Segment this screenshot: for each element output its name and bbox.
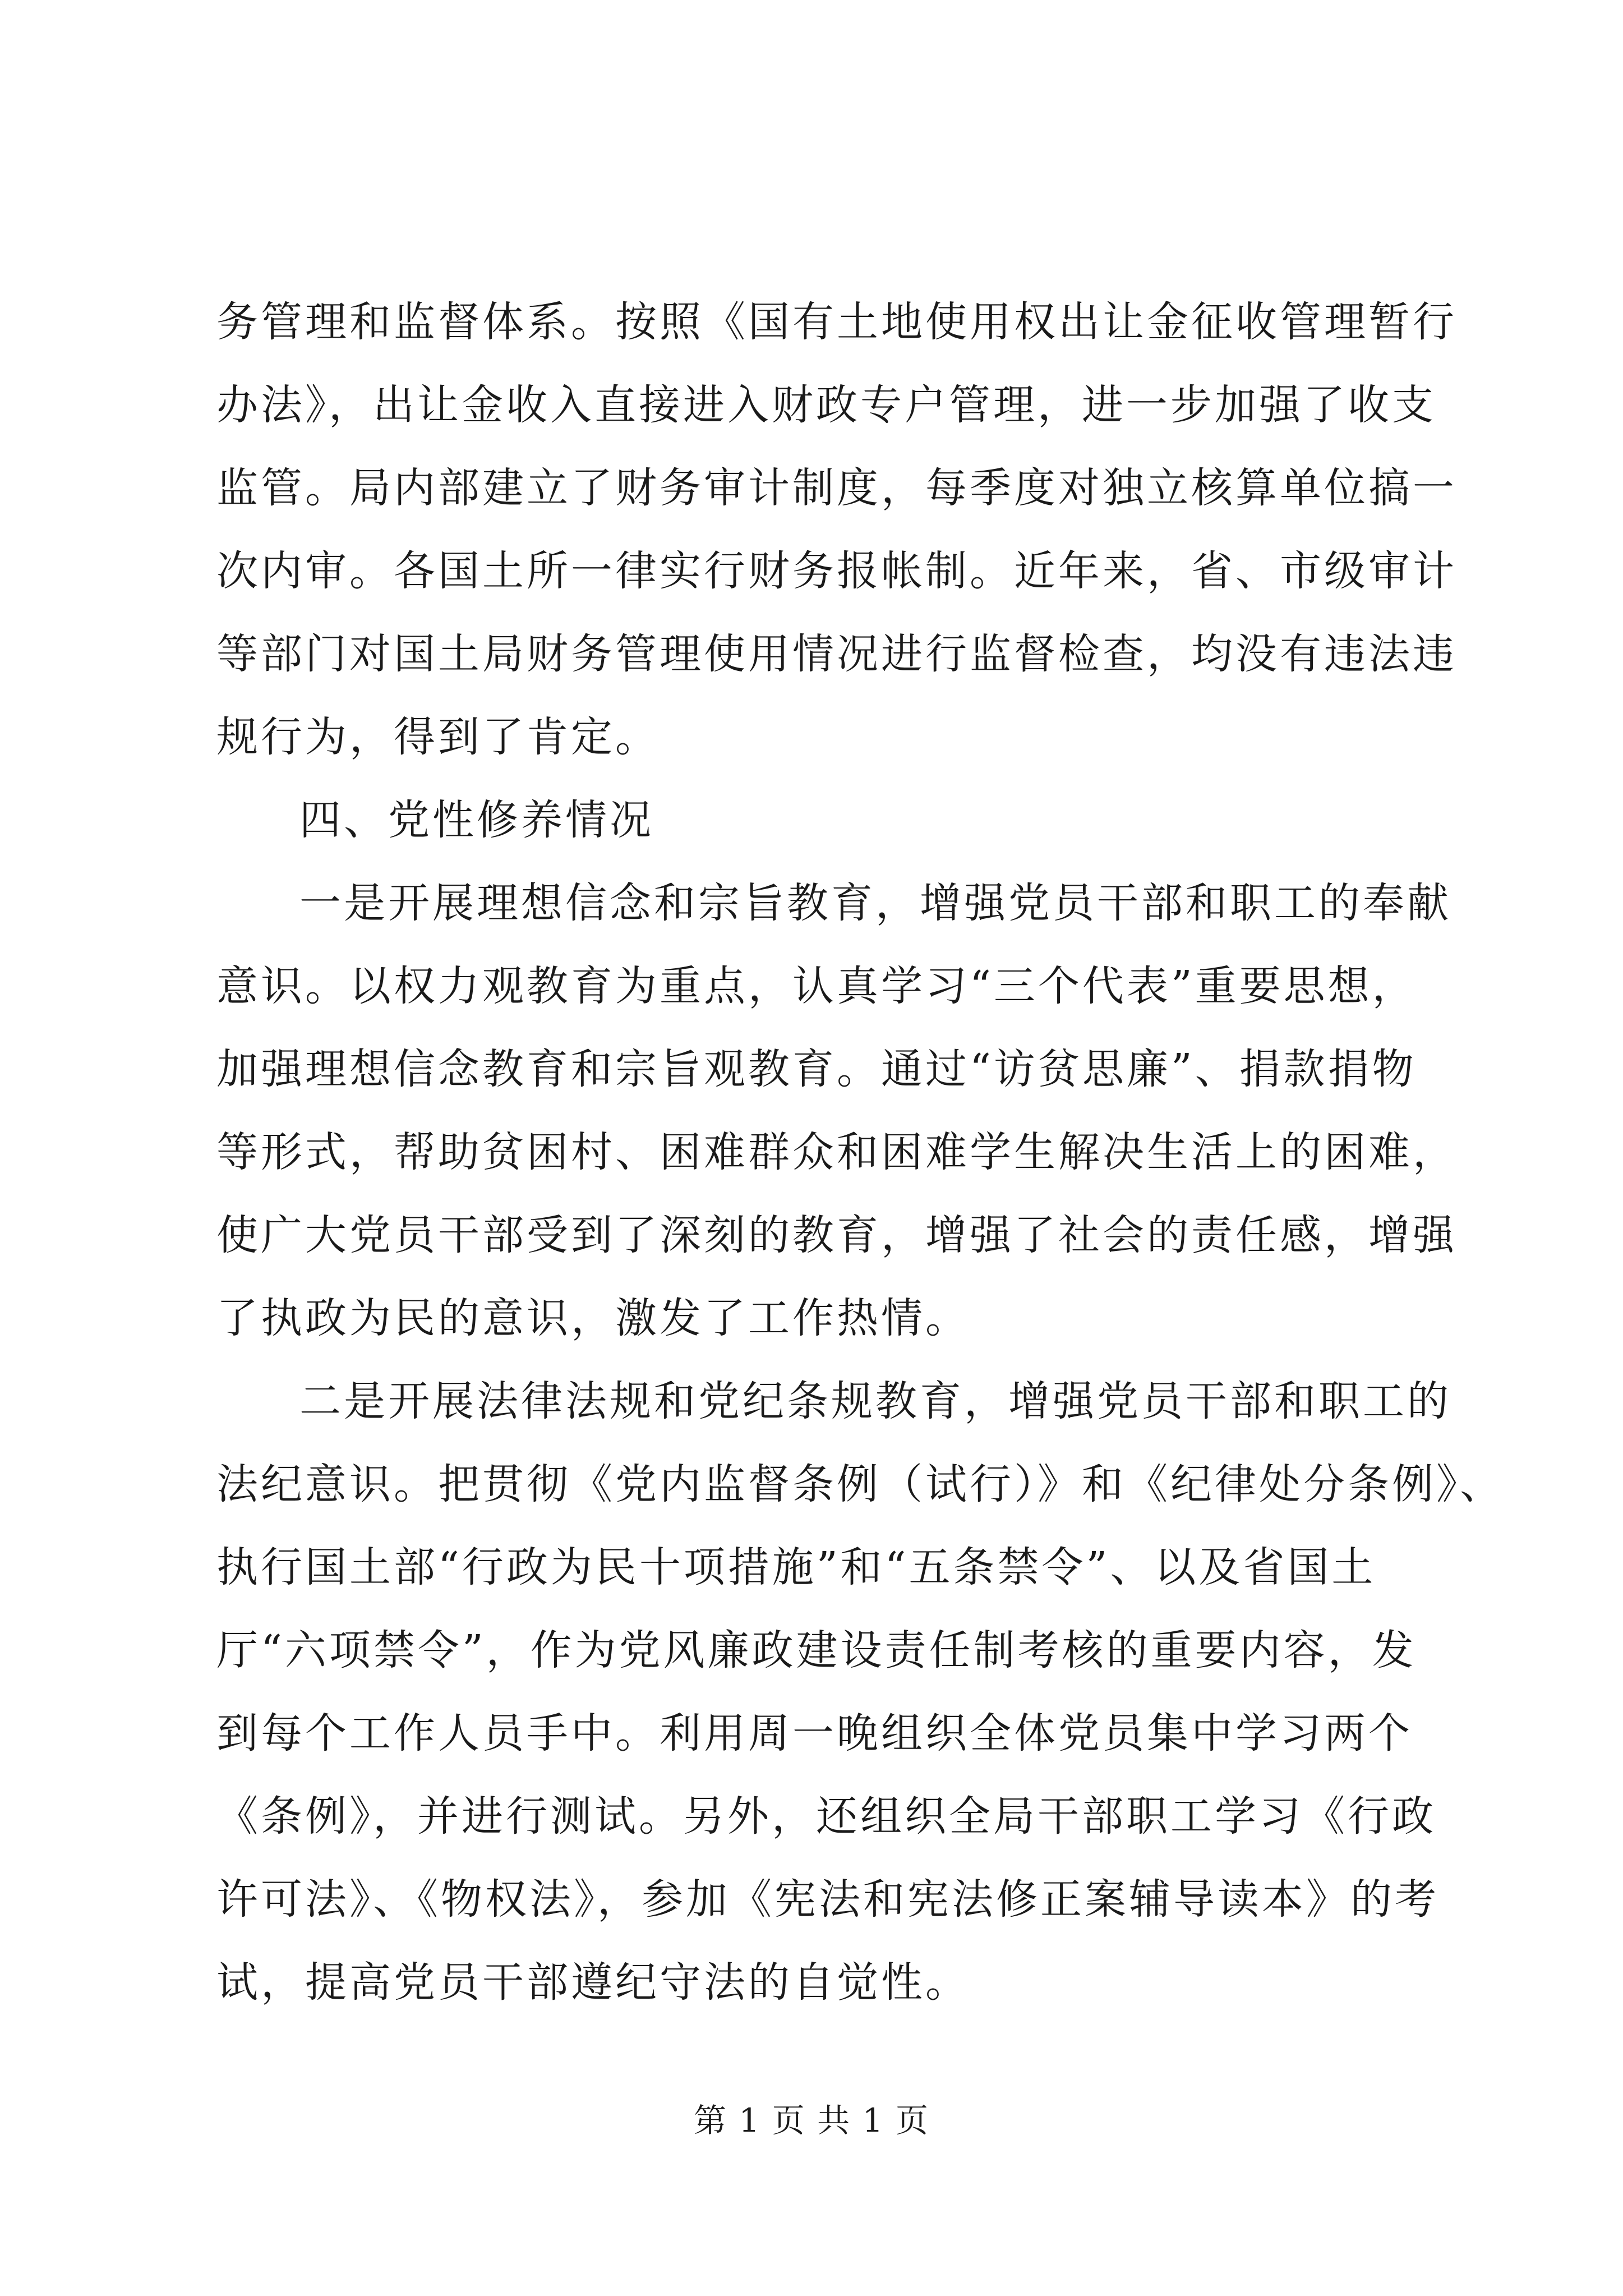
text-line: 执行国土部“行政为民十项措施”和“五条禁令”、以及省国土 [216, 1543, 1376, 1591]
text-line: 次内审。各国土所一律实行财务报帐制。近年来，省、市级审计 [216, 547, 1457, 595]
text-line: 了执政为民的意识，激发了工作热情。 [216, 1294, 970, 1342]
document-body [216, 280, 1504, 2024]
text-line: 加强理想信念教育和宗旨观教育。通过“访贫思廉”、捐款捐物 [216, 1045, 1417, 1093]
text-line: 一是开展理想信念和宗旨教育，增强党员干部和职工的奉献 [299, 879, 1451, 927]
text-line: 到每个工作人员手中。利用周一晚组织全体党员集中学习两个 [216, 1709, 1413, 1757]
text-line: 厅“六项禁令”，作为党风廉政建设责任制考核的重要内容，发 [216, 1626, 1417, 1674]
text-line: 许可法》、《物权法》，参加《宪法和宪法修正案辅导读本》的考 [216, 1875, 1439, 1924]
text-line: 使广大党员干部受到了深刻的教育，增强了社会的责任感，增强 [216, 1211, 1457, 1259]
text-line: 监管。局内部建立了财务审计制度，每季度对独立核算单位搞一 [216, 464, 1457, 512]
text-line: 四、党性修养情况 [299, 796, 654, 844]
page-footer: 第 1 页 共 1 页 [694, 2101, 929, 2139]
text-line: 规行为，得到了肯定。 [216, 713, 660, 761]
text-line: 等形式，帮助贫困村、困难群众和困难学生解决生活上的困难， [216, 1128, 1457, 1176]
text-line: 意识。以权力观教育为重点，认真学习“三个代表”重要思想， [216, 962, 1417, 1010]
text-line: 等部门对国土局财务管理使用情况进行监督检查，均没有违法违 [216, 630, 1457, 678]
text-line: 法纪意识。把贯彻《党内监督条例（试行）》和《纪律处分条例》、 [216, 1460, 1504, 1508]
text-line: 试，提高党员干部遵纪守法的自觉性。 [216, 1958, 970, 2007]
text-line: 《条例》，并进行测试。另外，还组织全局干部职工学习《行政 [216, 1792, 1436, 1841]
text-line: 办法》，出让金收入直接进入财政专户管理，进一步加强了收支 [216, 381, 1436, 429]
text-line: 二是开展法律法规和党纪条规教育，增强党员干部和职工的 [299, 1377, 1451, 1425]
text-line: 务管理和监督体系。按照《国有土地使用权出让金征收管理暂行 [216, 298, 1457, 346]
